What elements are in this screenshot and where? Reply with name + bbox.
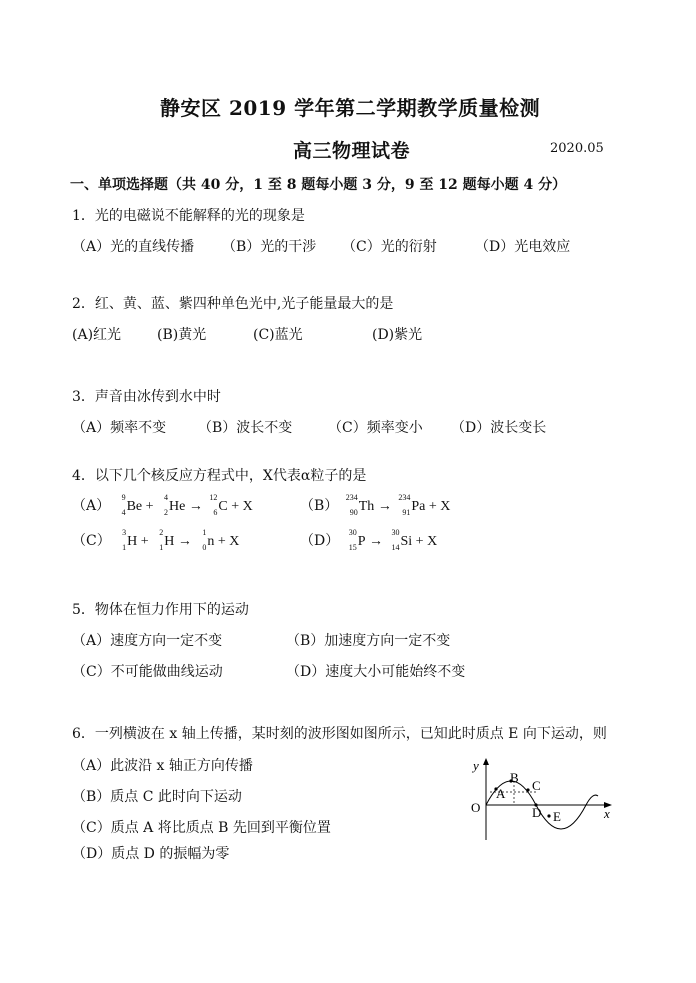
origin-label: O <box>471 800 481 815</box>
q4-b-label: （B） <box>300 498 339 514</box>
q5-option-c: （C）不可能做曲线运动 <box>72 664 223 680</box>
q3-option-c: （C）频率变小 <box>328 420 423 436</box>
q4-d-equation: 30 15 P → 30 14 Si + X <box>348 528 438 552</box>
exam-date: 2020.05 <box>550 141 604 156</box>
label-e: E <box>553 809 561 824</box>
q4-stem: 4．以下几个核反应方程式中，X代表α粒子的是 <box>72 468 367 484</box>
point-e <box>547 814 550 817</box>
q4-option-a <box>72 495 253 515</box>
q4-b-equation: 234 90 Th → 234 91 Pa + X <box>345 493 451 517</box>
q4-a-label: （A） <box>72 498 111 514</box>
q6-option-a: （A）此波沿 x 轴正方向传播 <box>72 758 253 774</box>
q4-c-equation: 3 1 H + 2 1 H → 1 0 n + X <box>122 528 240 552</box>
q4-option-c <box>72 530 239 550</box>
q4-d-label: （D） <box>300 533 340 549</box>
q2-option-a: (A)红光 <box>72 327 122 343</box>
exam-title: 静安区 2019 学年第二学期教学质量检测 <box>160 96 541 120</box>
y-axis-label: y <box>473 758 479 773</box>
q4-option-b <box>300 495 450 515</box>
q3-stem: 3．声音由冰传到水中时 <box>72 389 221 405</box>
q1-option-b: （B）光的干涉 <box>222 239 317 255</box>
q6-option-c: （C）质点 A 将比质点 B 先回到平衡位置 <box>72 820 331 836</box>
q5-option-d: （D）速度大小可能始终不变 <box>286 664 466 680</box>
label-c: C <box>532 778 541 793</box>
wave-figure <box>462 756 622 846</box>
q1-option-c: （C）光的衍射 <box>342 239 437 255</box>
q6-option-d: （D）质点 D 的振幅为零 <box>72 846 230 862</box>
q1-stem: 1．光的电磁说不能解释的光的现象是 <box>72 208 305 224</box>
q5-option-b: （B）加速度方向一定不变 <box>286 633 451 649</box>
q1-option-d: （D）光电效应 <box>475 239 571 255</box>
exam-subtitle: 高三物理试卷 <box>293 140 411 162</box>
label-d: D <box>532 805 542 820</box>
q5-stem: 5．物体在恒力作用下的运动 <box>72 602 249 618</box>
label-b: B <box>510 770 519 785</box>
q3-option-a: （A）频率不变 <box>72 420 167 436</box>
y-axis-arrow <box>483 758 489 765</box>
q5-option-a: （A）速度方向一定不变 <box>72 633 223 649</box>
q2-option-c: (C)蓝光 <box>253 327 303 343</box>
q2-option-b: (B)黄光 <box>157 327 207 343</box>
q2-option-d: (D)紫光 <box>372 327 423 343</box>
section-heading: 一、单项选择题（共 40 分，1 至 8 题每小题 3 分，9 至 12 题每小题 4 分） <box>70 177 567 193</box>
q6-option-b: （B）质点 C 此时向下运动 <box>72 789 242 805</box>
q3-option-d: （D）波长变长 <box>451 420 547 436</box>
q4-c-label: （C） <box>72 533 111 549</box>
q3-option-b: （B）波长不变 <box>198 420 293 436</box>
q4-option-d <box>300 530 437 550</box>
x-axis-label: x <box>604 806 610 821</box>
q4-a-equation: 9 4 Be + 4 2 He → 12 6 C + X <box>121 493 253 517</box>
label-a: A <box>496 786 506 801</box>
q6-stem: 6．一列横波在 x 轴上传播，某时刻的波形图如图所示，已知此时质点 E 向下运动，则 <box>72 726 607 742</box>
q1-option-a: （A）光的直线传播 <box>72 239 195 255</box>
point-c <box>526 788 529 791</box>
q2-stem: 2．红、黄、蓝、紫四种单色光中,光子能量最大的是 <box>72 296 394 312</box>
